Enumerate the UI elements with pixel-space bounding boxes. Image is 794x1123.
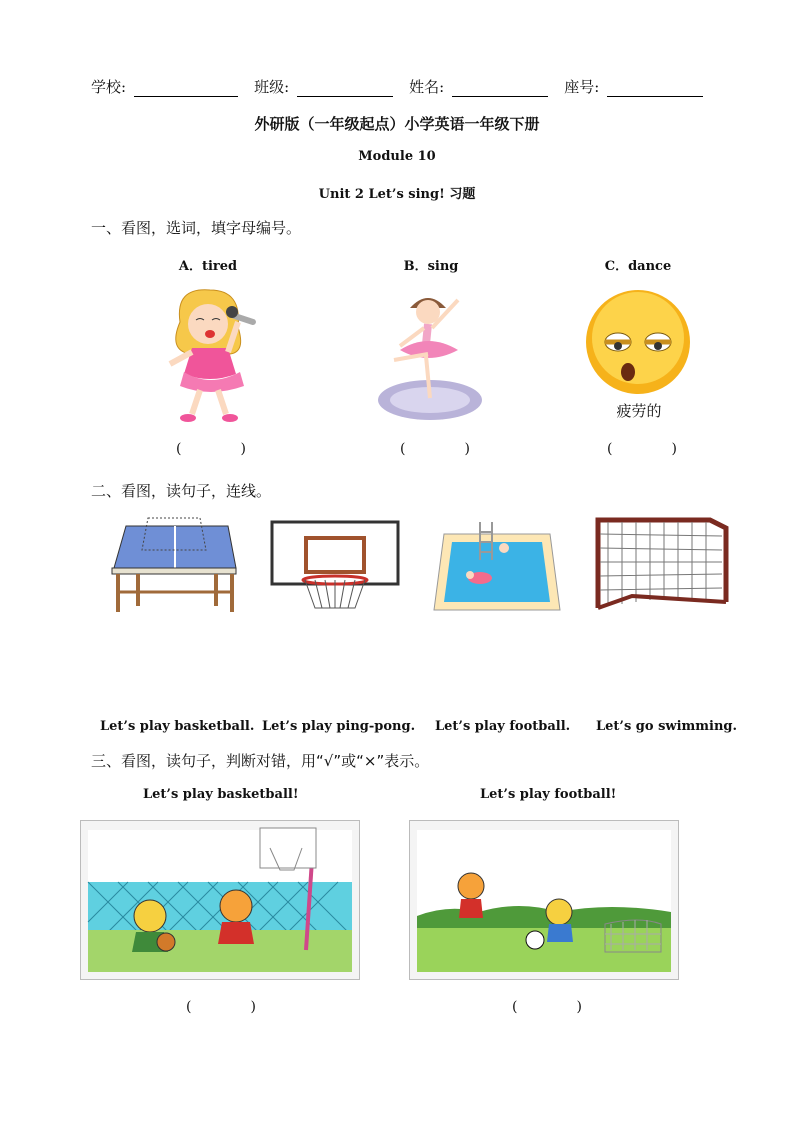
paren-open: (	[400, 441, 406, 457]
judge-blank-2[interactable]	[512, 999, 582, 1015]
school-label: 学校:	[91, 78, 127, 96]
football-scene-image	[409, 820, 679, 980]
singing-girl-image	[150, 282, 270, 427]
paren-close: )	[250, 999, 256, 1015]
tired-caption: 疲劳的	[616, 402, 662, 420]
class-field	[254, 76, 393, 97]
sentence-football: Let’s play football.	[435, 719, 571, 734]
section1-heading: 一、看图，选词，填字母编号。	[91, 219, 302, 237]
section2-heading: 二、看图，读句子，连线。	[91, 482, 272, 500]
name-input-line[interactable]	[452, 80, 548, 97]
paren-close: )	[240, 441, 246, 457]
paren-open: (	[607, 441, 613, 457]
name-label: 姓名:	[409, 78, 445, 96]
ballerina-image	[370, 288, 490, 423]
swimming-pool-image	[432, 520, 562, 614]
class-label: 班级:	[254, 78, 290, 96]
seat-input-line[interactable]	[607, 80, 703, 97]
school-field	[91, 76, 238, 97]
student-info-row	[91, 76, 711, 97]
paren-open: (	[186, 999, 192, 1015]
tired-face-image	[580, 290, 700, 425]
basketball-scene-image	[80, 820, 360, 980]
judge-blank-1[interactable]	[186, 999, 256, 1015]
answer-blank-1[interactable]	[176, 441, 246, 457]
section3-heading: 三、看图，读句子，判断对错，用“√”或“×”表示。	[91, 752, 430, 770]
ping-pong-table-image	[108, 516, 238, 616]
module-title: Module 10	[358, 149, 436, 164]
sentence-basketball: Let’s play basketball.	[100, 719, 255, 734]
item1-sentence: Let’s play basketball!	[143, 787, 299, 802]
answer-blank-3[interactable]	[607, 441, 677, 457]
sentence-ping-pong: Let’s play ping-pong.	[262, 719, 416, 734]
paren-open: (	[176, 441, 182, 457]
document-title: 外研版（一年级起点）小学英语一年级下册	[254, 115, 540, 133]
paren-open: (	[512, 999, 518, 1015]
school-input-line[interactable]	[134, 80, 238, 97]
option-a: A．tired	[178, 259, 238, 274]
football-goal-image	[592, 516, 732, 610]
answer-blank-2[interactable]	[400, 441, 470, 457]
paren-close: )	[671, 441, 677, 457]
item2-sentence: Let’s play football!	[480, 787, 617, 802]
class-input-line[interactable]	[297, 80, 393, 97]
paren-close: )	[576, 999, 582, 1015]
sentence-swimming: Let’s go swimming.	[596, 719, 738, 734]
name-field	[409, 76, 548, 97]
option-b: B．sing	[403, 259, 459, 274]
paren-close: )	[464, 441, 470, 457]
option-c: C．dance	[604, 259, 672, 274]
basketball-hoop-image	[270, 520, 400, 610]
unit-title: Unit 2 Let’s sing! 习题	[318, 187, 476, 202]
seat-field	[564, 76, 703, 97]
seat-label: 座号:	[564, 78, 600, 96]
